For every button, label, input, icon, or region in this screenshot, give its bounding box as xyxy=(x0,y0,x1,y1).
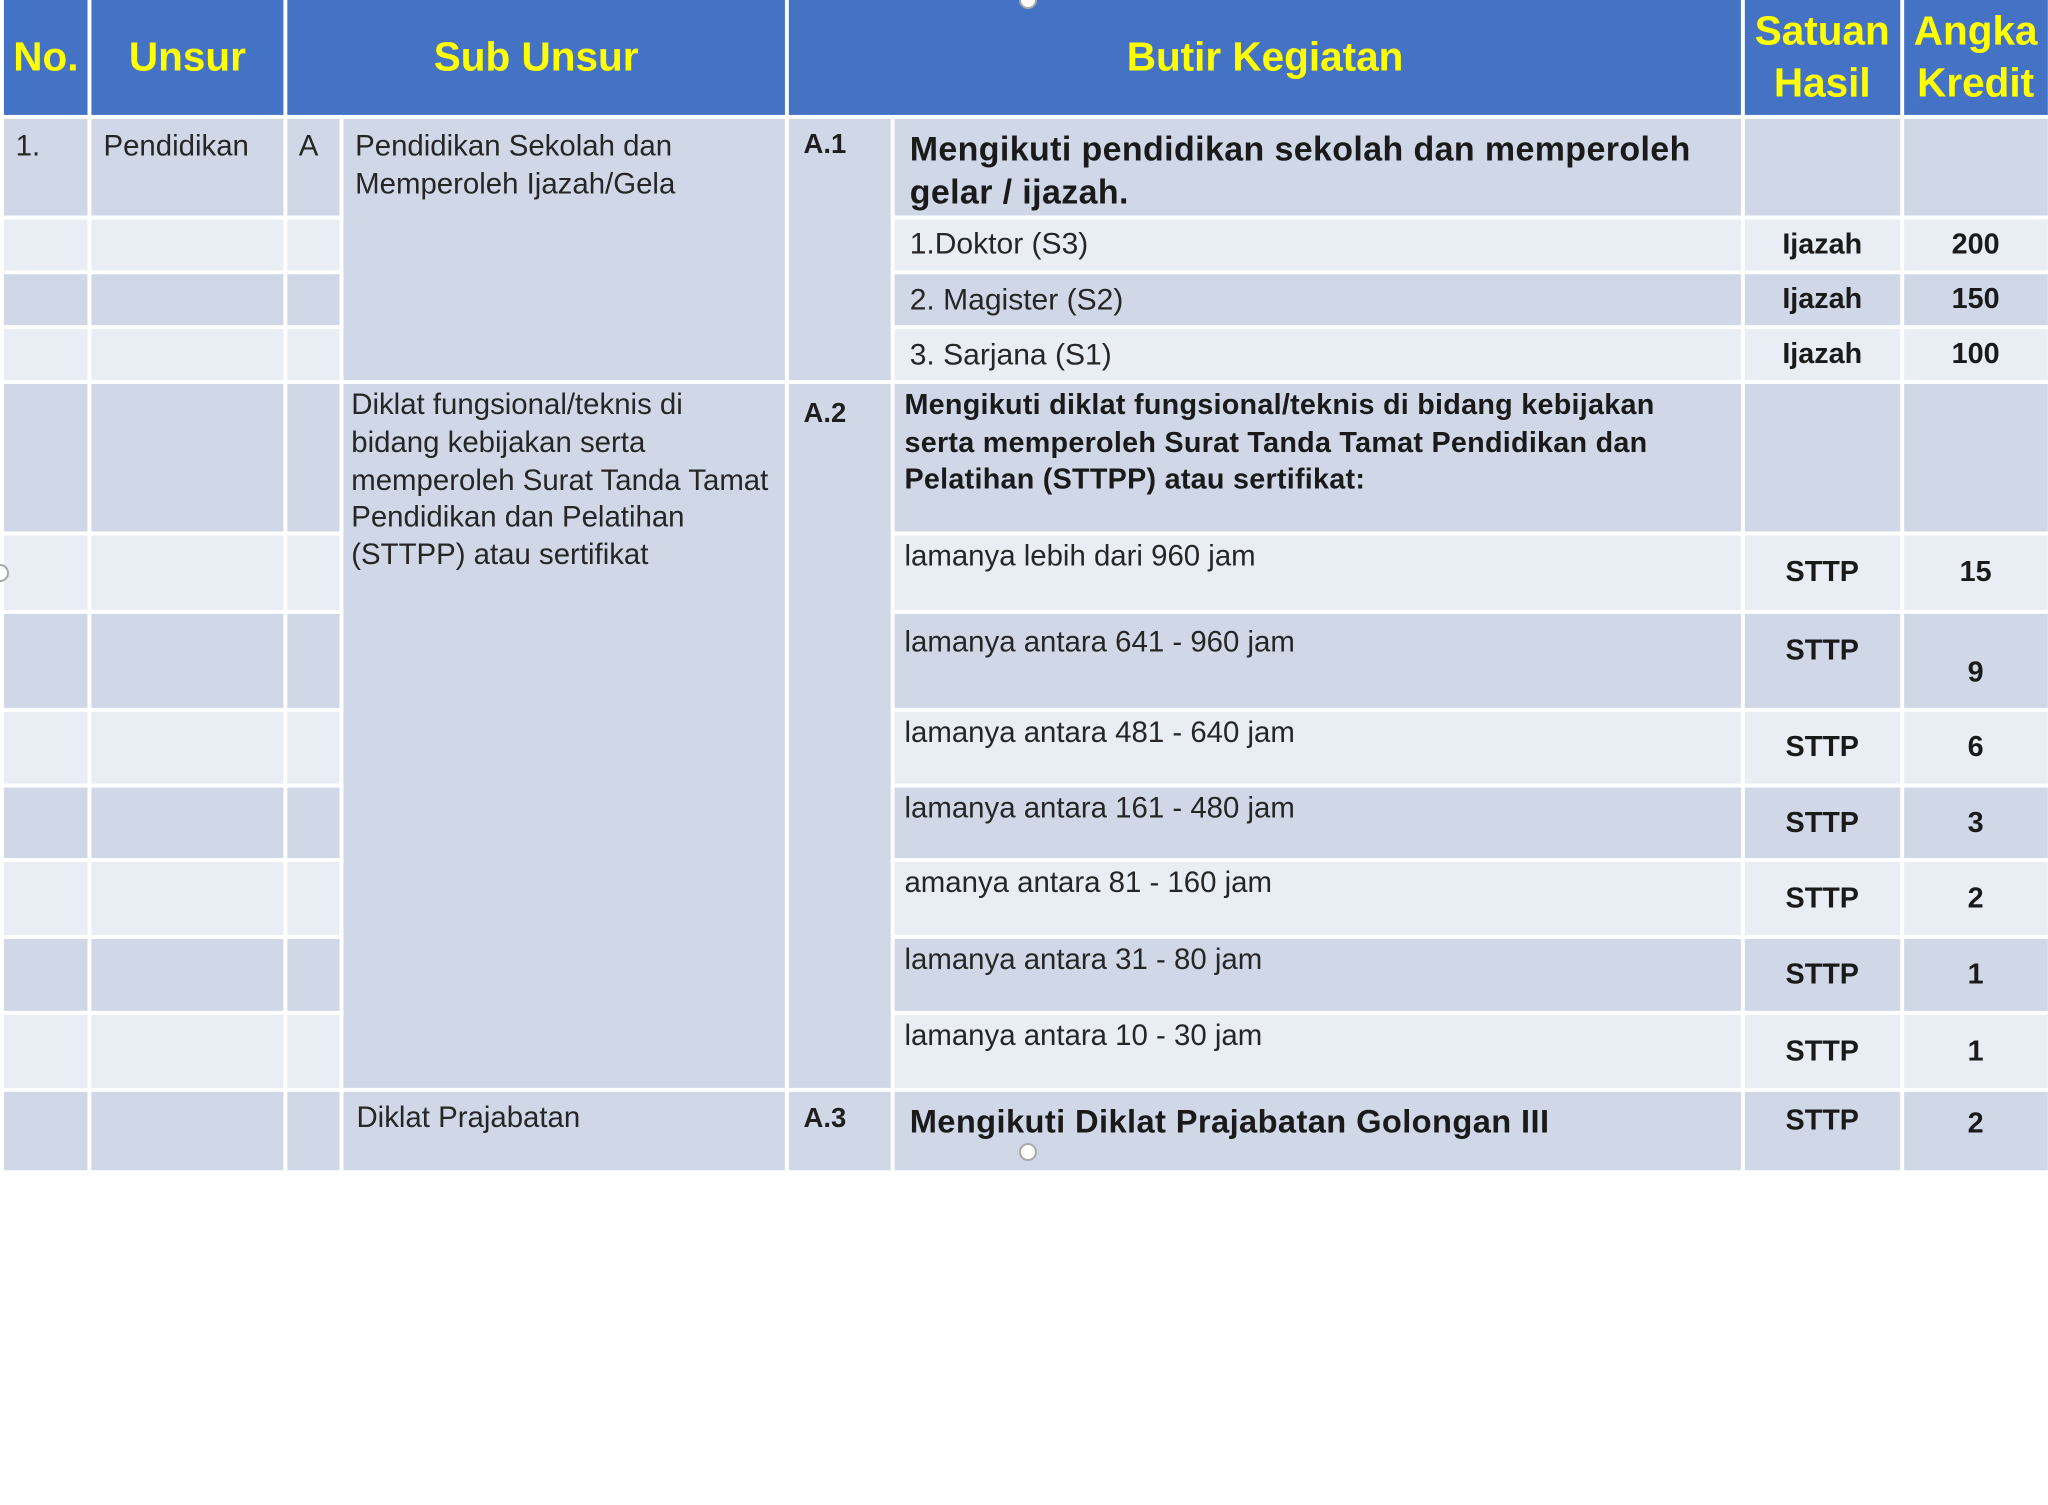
butir-item: lamanya lebih dari 960 jam xyxy=(894,535,1741,609)
empty-cell xyxy=(287,614,339,708)
empty-cell xyxy=(92,329,283,380)
table-row xyxy=(4,712,2048,784)
satuan-cell: STTP xyxy=(1745,535,1900,609)
table-row xyxy=(4,614,2048,708)
kredit-cell: 6 xyxy=(1904,712,2048,784)
empty-cell xyxy=(287,788,339,859)
empty-cell xyxy=(1904,384,2048,532)
empty-cell xyxy=(1745,119,1900,216)
header-satuan-hasil: Satuan Hasil xyxy=(1745,0,1900,115)
butir-title-a1: Mengikuti pendidikan sekolah dan memperoleh gelar / ijazah. xyxy=(894,119,1741,216)
empty-cell xyxy=(4,274,88,325)
header-no: No. xyxy=(4,0,88,115)
empty-cell xyxy=(287,1092,339,1170)
kredit-cell: 9 xyxy=(1904,614,2048,708)
satuan-cell: STTP xyxy=(1745,1015,1900,1088)
sub-unsur-a3: Diklat Prajabatan xyxy=(343,1092,785,1170)
table-row xyxy=(4,788,2048,859)
empty-cell xyxy=(4,614,88,708)
header-sub-unsur: Sub Unsur xyxy=(287,0,785,115)
kredit-cell: 3 xyxy=(1904,788,2048,859)
empty-cell xyxy=(4,384,88,532)
sub-unsur-a2: Diklat fungsional/teknis di bidang kebijakan serta memperoleh Surat Tanda Tamat Pendidikan dan Pelatihan (STTPP) atau sertifikat xyxy=(343,384,785,1088)
unsur-cell: Pendidikan xyxy=(92,119,283,216)
butir-item: 1.Doktor (S3) xyxy=(894,219,1741,270)
empty-cell xyxy=(92,788,283,859)
butir-title-a2: Mengikuti diklat fungsional/teknis di bidang kebijakan serta memperoleh Surat Tanda Tamat Pendidikan dan Pelatihan (STTPP) atau sertifikat: xyxy=(894,384,1741,532)
butir-item: 2. Magister (S2) xyxy=(894,274,1741,325)
empty-cell xyxy=(287,535,339,609)
table-row xyxy=(4,384,2048,532)
table-row xyxy=(4,535,2048,609)
empty-cell xyxy=(287,329,339,380)
satuan-cell: STTP xyxy=(1745,788,1900,859)
kredit-cell: 200 xyxy=(1904,219,2048,270)
satuan-cell: Ijazah xyxy=(1745,274,1900,325)
table-row xyxy=(4,1015,2048,1088)
code-a1: A.1 xyxy=(789,119,890,380)
empty-cell xyxy=(92,614,283,708)
table-row xyxy=(4,939,2048,1011)
empty-cell xyxy=(1904,119,2048,216)
empty-cell xyxy=(92,274,283,325)
empty-cell xyxy=(287,862,339,935)
butir-item: lamanya antara 481 - 640 jam xyxy=(894,712,1741,784)
empty-cell xyxy=(92,939,283,1011)
empty-cell xyxy=(287,939,339,1011)
empty-cell xyxy=(287,274,339,325)
empty-cell xyxy=(4,535,88,609)
butir-item: lamanya antara 641 - 960 jam xyxy=(894,614,1741,708)
header-butir-kegiatan: Butir Kegiatan xyxy=(789,0,1741,115)
empty-cell xyxy=(1745,384,1900,532)
header-unsur: Unsur xyxy=(92,0,283,115)
butir-title-a3: Mengikuti Diklat Prajabatan Golongan III xyxy=(894,1092,1741,1170)
sub-unsur-letter: A xyxy=(287,119,339,216)
table-row xyxy=(4,119,2048,216)
empty-cell xyxy=(4,1092,88,1170)
empty-cell xyxy=(4,939,88,1011)
satuan-cell: Ijazah xyxy=(1745,329,1900,380)
butir-item: lamanya antara 31 - 80 jam xyxy=(894,939,1741,1011)
empty-cell xyxy=(92,1015,283,1088)
table-row xyxy=(4,862,2048,935)
satuan-cell: STTP xyxy=(1745,939,1900,1011)
empty-cell xyxy=(287,1015,339,1088)
kredit-cell: 15 xyxy=(1904,535,2048,609)
kredit-cell: 2 xyxy=(1904,862,2048,935)
empty-cell xyxy=(92,1092,283,1170)
butir-item: lamanya antara 161 - 480 jam xyxy=(894,788,1741,859)
empty-cell xyxy=(4,329,88,380)
kredit-cell: 2 xyxy=(1904,1092,2048,1170)
empty-cell xyxy=(4,788,88,859)
row-number: 1. xyxy=(4,119,88,216)
empty-cell xyxy=(92,219,283,270)
satuan-cell: Ijazah xyxy=(1745,219,1900,270)
empty-cell xyxy=(4,862,88,935)
butir-item: amanya antara 81 - 160 jam xyxy=(894,862,1741,935)
table-row xyxy=(4,274,2048,325)
empty-cell xyxy=(92,384,283,532)
empty-cell xyxy=(92,535,283,609)
sub-unsur-a1: Pendidikan Sekolah dan Memperoleh Ijazah/Gela xyxy=(343,119,785,380)
empty-cell xyxy=(92,712,283,784)
empty-cell xyxy=(287,384,339,532)
empty-cell xyxy=(4,712,88,784)
table-row xyxy=(4,219,2048,270)
empty-cell xyxy=(4,1015,88,1088)
satuan-cell: STTP xyxy=(1745,1092,1900,1170)
code-a3: A.3 xyxy=(789,1092,890,1170)
kredit-cell: 1 xyxy=(1904,939,2048,1011)
kredit-cell: 150 xyxy=(1904,274,2048,325)
satuan-cell: STTP xyxy=(1745,614,1900,708)
kredit-cell: 100 xyxy=(1904,329,2048,380)
header-row xyxy=(4,0,2048,115)
butir-item: lamanya antara 10 - 30 jam xyxy=(894,1015,1741,1088)
table-row xyxy=(4,329,2048,380)
header-angka-kredit: Angka Kredit xyxy=(1904,0,2048,115)
code-a2: A.2 xyxy=(789,384,890,1088)
butir-item: 3. Sarjana (S1) xyxy=(894,329,1741,380)
satuan-cell: STTP xyxy=(1745,712,1900,784)
resize-handle-bottom[interactable] xyxy=(1019,1143,1037,1161)
empty-cell xyxy=(92,862,283,935)
empty-cell xyxy=(287,712,339,784)
empty-cell xyxy=(287,219,339,270)
empty-cell xyxy=(4,219,88,270)
satuan-cell: STTP xyxy=(1745,862,1900,935)
kredit-cell: 1 xyxy=(1904,1015,2048,1088)
